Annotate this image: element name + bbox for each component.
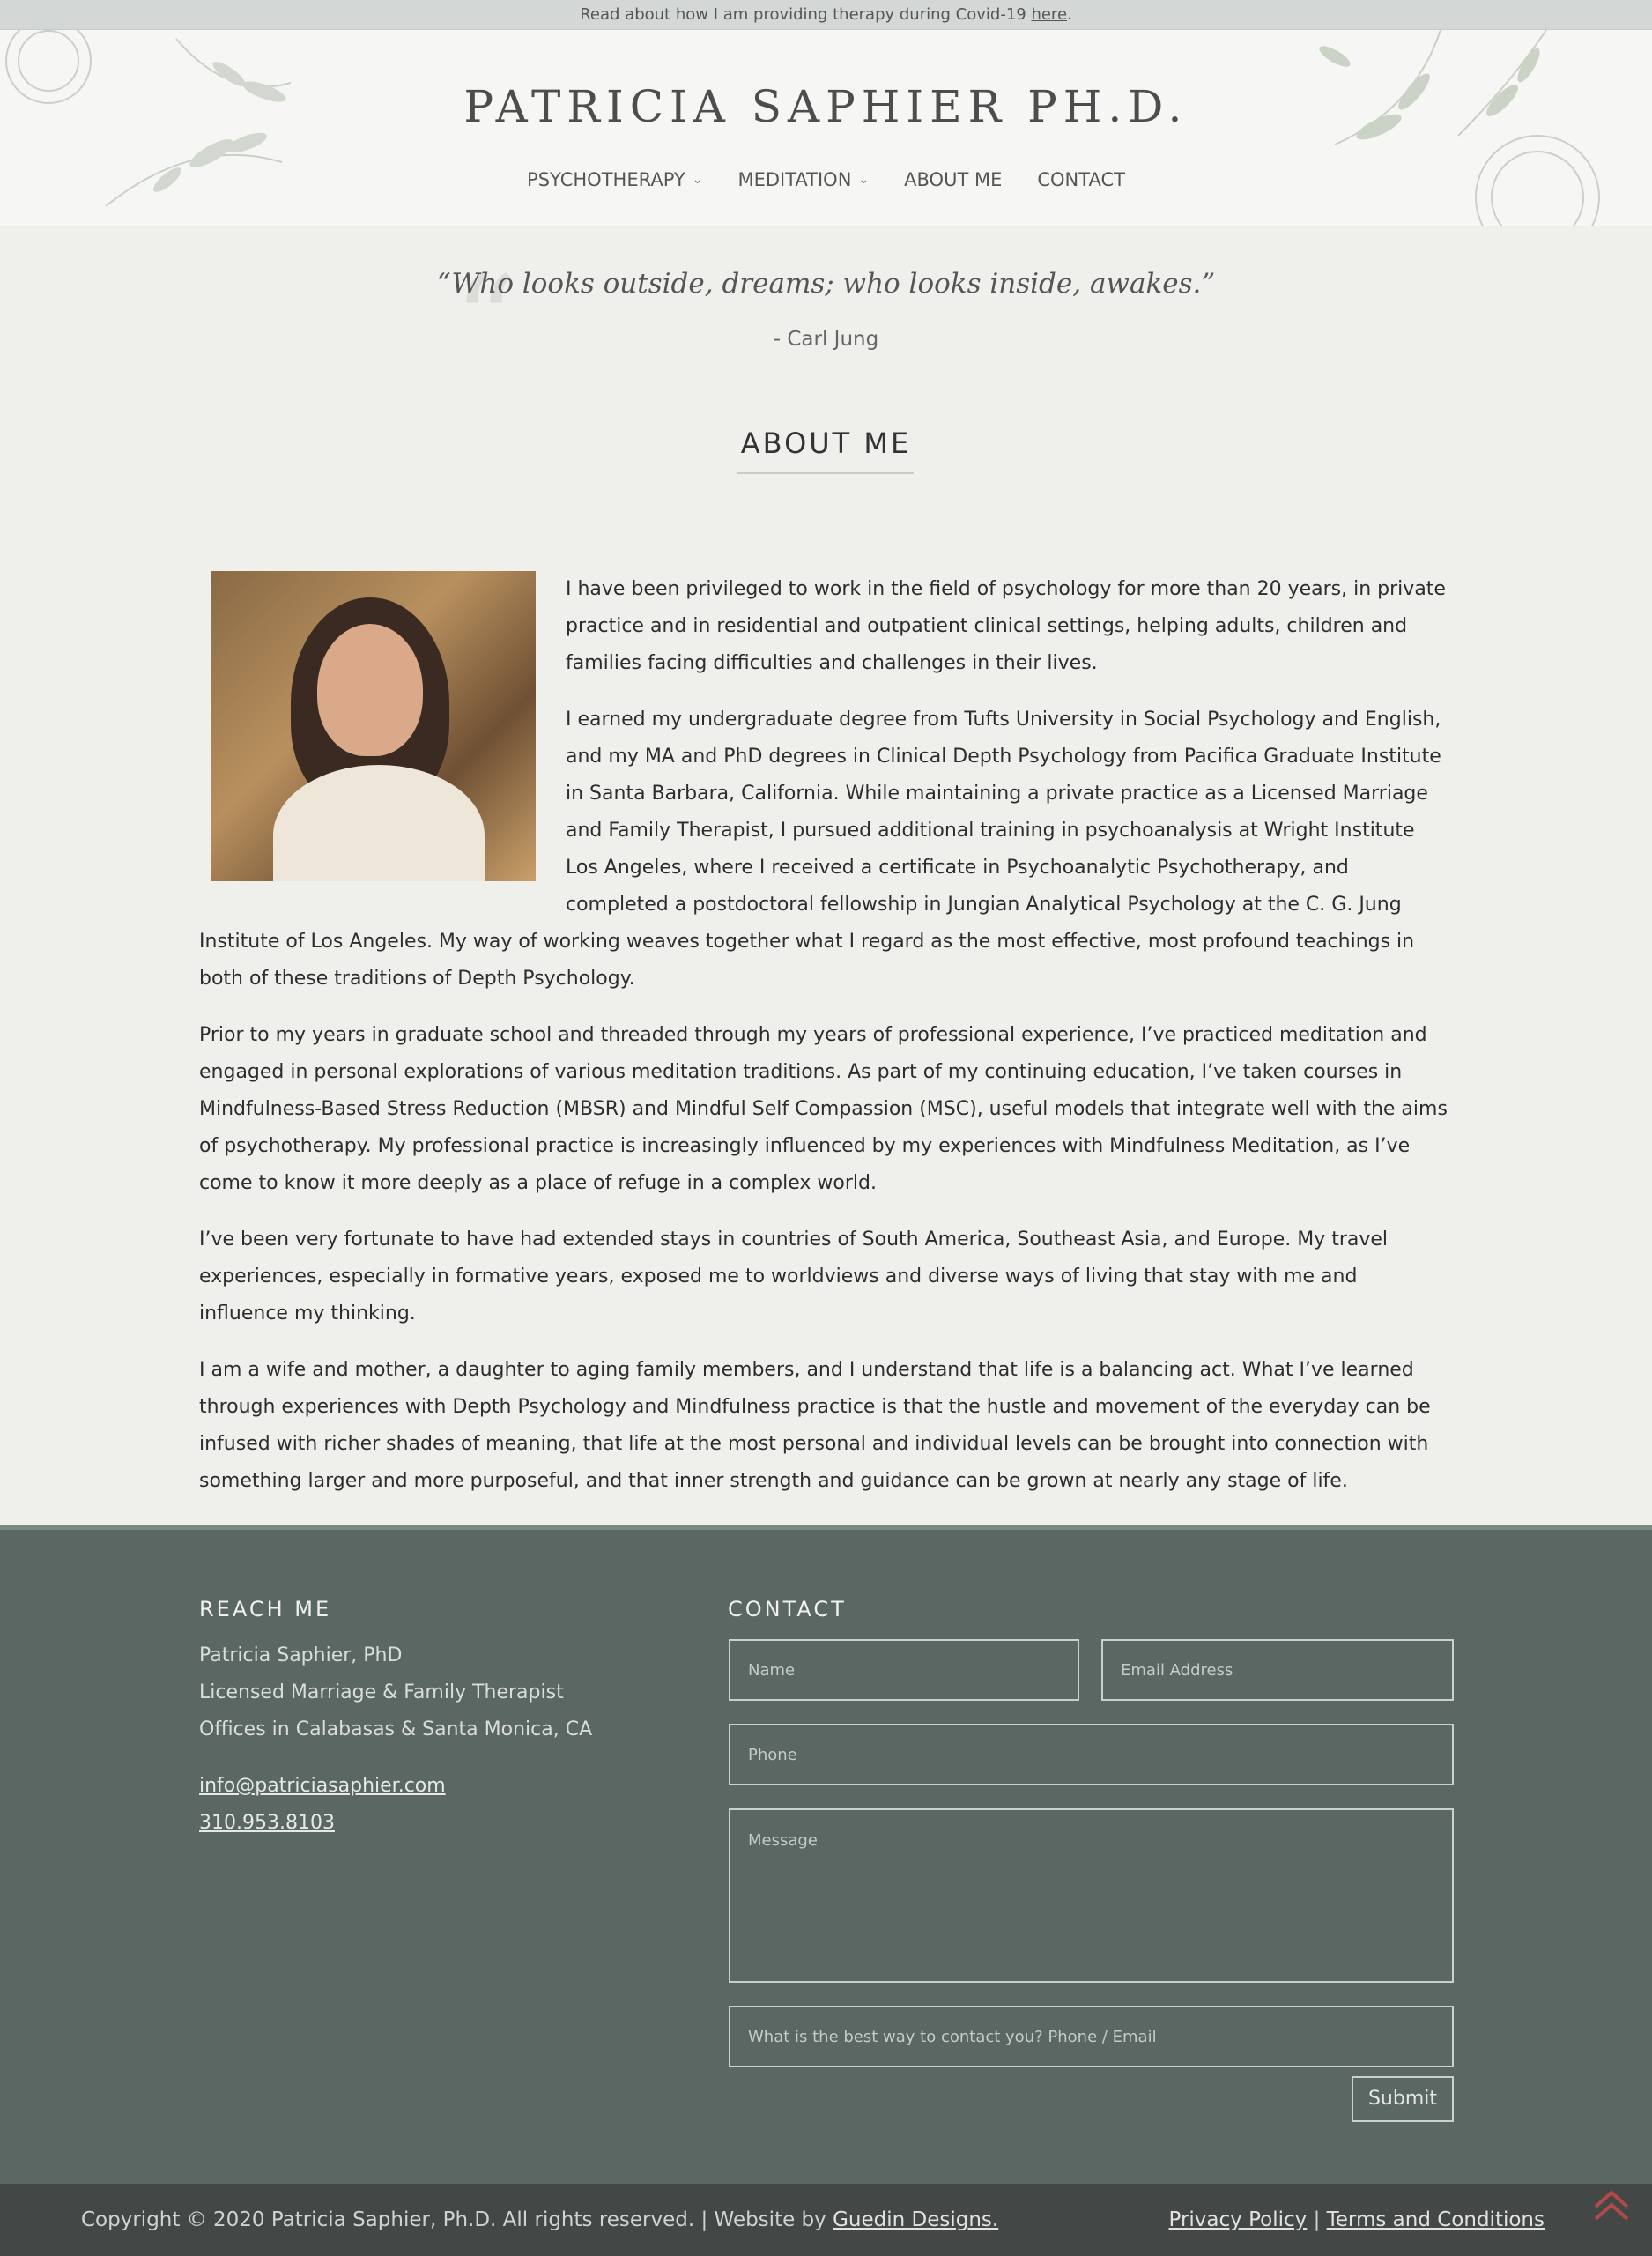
bottom-bar [0, 2184, 1652, 2256]
about-paragraph: Prior to my years in graduate school and threaded through my years of professional experience, I’ve practiced meditation and engaged in personal explorations of various meditation traditions. As part of my continuing education, I’ve taken courses in Mindfulness-Based Stress Reduction (MBSR) and Mindful Self Compassion (MSC), useful models that integrate well with the aims of psychotherapy. My professional practice is increasingly influenced by my experiences with Mindfulness Meditation, as I’ve come to know it more deeply as a place of refuge in a complex world. [199, 1024, 1448, 1194]
reach-line: Licensed Marriage & Family Therapist [199, 1681, 564, 1703]
chevron-down-icon: ⌄ [692, 173, 703, 187]
terms-link[interactable]: Terms and Conditions [1326, 2208, 1545, 2231]
legal-links [1169, 2208, 1545, 2231]
contact-title: CONTACT [728, 1597, 847, 1622]
email-link[interactable]: info@patriciasaphier.com [199, 1775, 446, 1797]
reach-line: Offices in Calabasas & Santa Monica, CA [199, 1718, 593, 1740]
announcement-text: Read about how I am providing therapy during Covid-19 [580, 5, 1032, 24]
nav-item-meditation[interactable] [737, 169, 869, 190]
main-content [0, 226, 1652, 1525]
nav-item-contact[interactable] [1037, 169, 1125, 190]
site-title[interactable]: PATRICIA SAPHIER PH.D. [463, 81, 1189, 132]
name-input[interactable]: Name [729, 1639, 1079, 1701]
phone-link[interactable]: 310.953.8103 [199, 1812, 335, 1834]
site-header [0, 30, 1652, 226]
copyright [81, 2208, 998, 2231]
message-textarea[interactable]: Message [729, 1808, 1454, 1983]
submit-button[interactable]: Submit [1352, 2076, 1454, 2122]
nav-label: CONTACT [1037, 169, 1125, 190]
about-paragraph: I have been privileged to work in the field of psychology for more than 20 years, in private practice and in residential and outpatient clinical settings, helping adults, children and families facing difficulties and challenges in their lives. [566, 578, 1446, 674]
double-chevron-up-icon[interactable] [1589, 2184, 1634, 2228]
covid-announcement-bar [0, 0, 1652, 30]
copyright-text: Copyright © 2020 Patricia Saphier, Ph.D. All rights reserved. | Website by [81, 2208, 833, 2231]
quote-icon: “ [454, 250, 517, 394]
announcement-suffix: . [1067, 5, 1072, 24]
about-paragraph: I am a wife and mother, a daughter to aging family members, and I understand that life is a balancing act. What I’ve learned through experiences with Depth Psychology and Mindfulness practice is that the hustle and movement of the everyday can be infused with richer shades of meaning, that life at the most personal and individual levels can be brought into connection with something larger and more purposeful, and that inner strength and guidance can be grown at nearly any stage of life. [199, 1359, 1431, 1492]
nav-item-psychotherapy[interactable] [527, 169, 702, 190]
nav-label: PSYCHOTHERAPY [527, 169, 685, 190]
portrait-face [317, 624, 423, 756]
legal-separator: | [1313, 2208, 1321, 2231]
main-navigation [0, 169, 1652, 190]
portrait-sweater [273, 765, 485, 881]
quote-text: “Who looks outside, dreams; who looks inside, awakes.” [436, 268, 1216, 300]
reach-me-info [199, 1637, 592, 1842]
spacer [199, 1748, 592, 1768]
about-paragraph: I earned my undergraduate degree from Tufts University in Social Psychology and English, and my MA and PhD degrees in Clinical Depth Psychology from Pacifica Graduate Institute in Santa Barbara, California. While maintaining a private practice as a Licensed Marriage and Family Therapist, I pursued additional training in psychoanalysis at Wright Institute Los Angeles, where I received a certificate in Psychoanalytic Psychotherapy, and completed a postdoctoral fellowship in Jungian Analytical Psychology at the C. G. Jung Institute of Los Angeles. My way of working weaves together what I regard as the most effective, most profound teachings in both of these traditions of Depth Psychology. [199, 709, 1441, 990]
email-input[interactable]: Email Address [1101, 1639, 1454, 1701]
nav-label: ABOUT ME [904, 169, 1003, 190]
about-body [199, 571, 1450, 1519]
phone-input[interactable]: Phone [729, 1724, 1454, 1785]
announcement-link[interactable]: here [1031, 5, 1068, 24]
quote-author: - Carl Jung [773, 328, 879, 351]
reach-line: Patricia Saphier, PhD [199, 1644, 403, 1666]
designer-link[interactable]: Guedin Designs. [833, 2208, 999, 2231]
site-footer [0, 1525, 1652, 2184]
portrait-photo [211, 571, 536, 881]
chevron-down-icon: ⌄ [858, 173, 870, 187]
about-title: ABOUT ME [740, 427, 912, 460]
reach-me-title: REACH ME [199, 1597, 332, 1622]
about-paragraph: I’ve been very fortunate to have had extended stays in countries of South America, Southeast Asia, and Europe. My travel experiences, especially in formative years, exposed me to worldviews and diverse ways of living that stay with me and influence my thinking. [199, 1228, 1389, 1325]
nav-label: MEDITATION [737, 169, 852, 190]
nav-item-about-me[interactable] [904, 169, 1002, 190]
title-divider [737, 472, 914, 474]
contact-preference-input[interactable]: What is the best way to contact you? Phone / Email [729, 2006, 1454, 2067]
privacy-policy-link[interactable]: Privacy Policy [1168, 2208, 1308, 2231]
